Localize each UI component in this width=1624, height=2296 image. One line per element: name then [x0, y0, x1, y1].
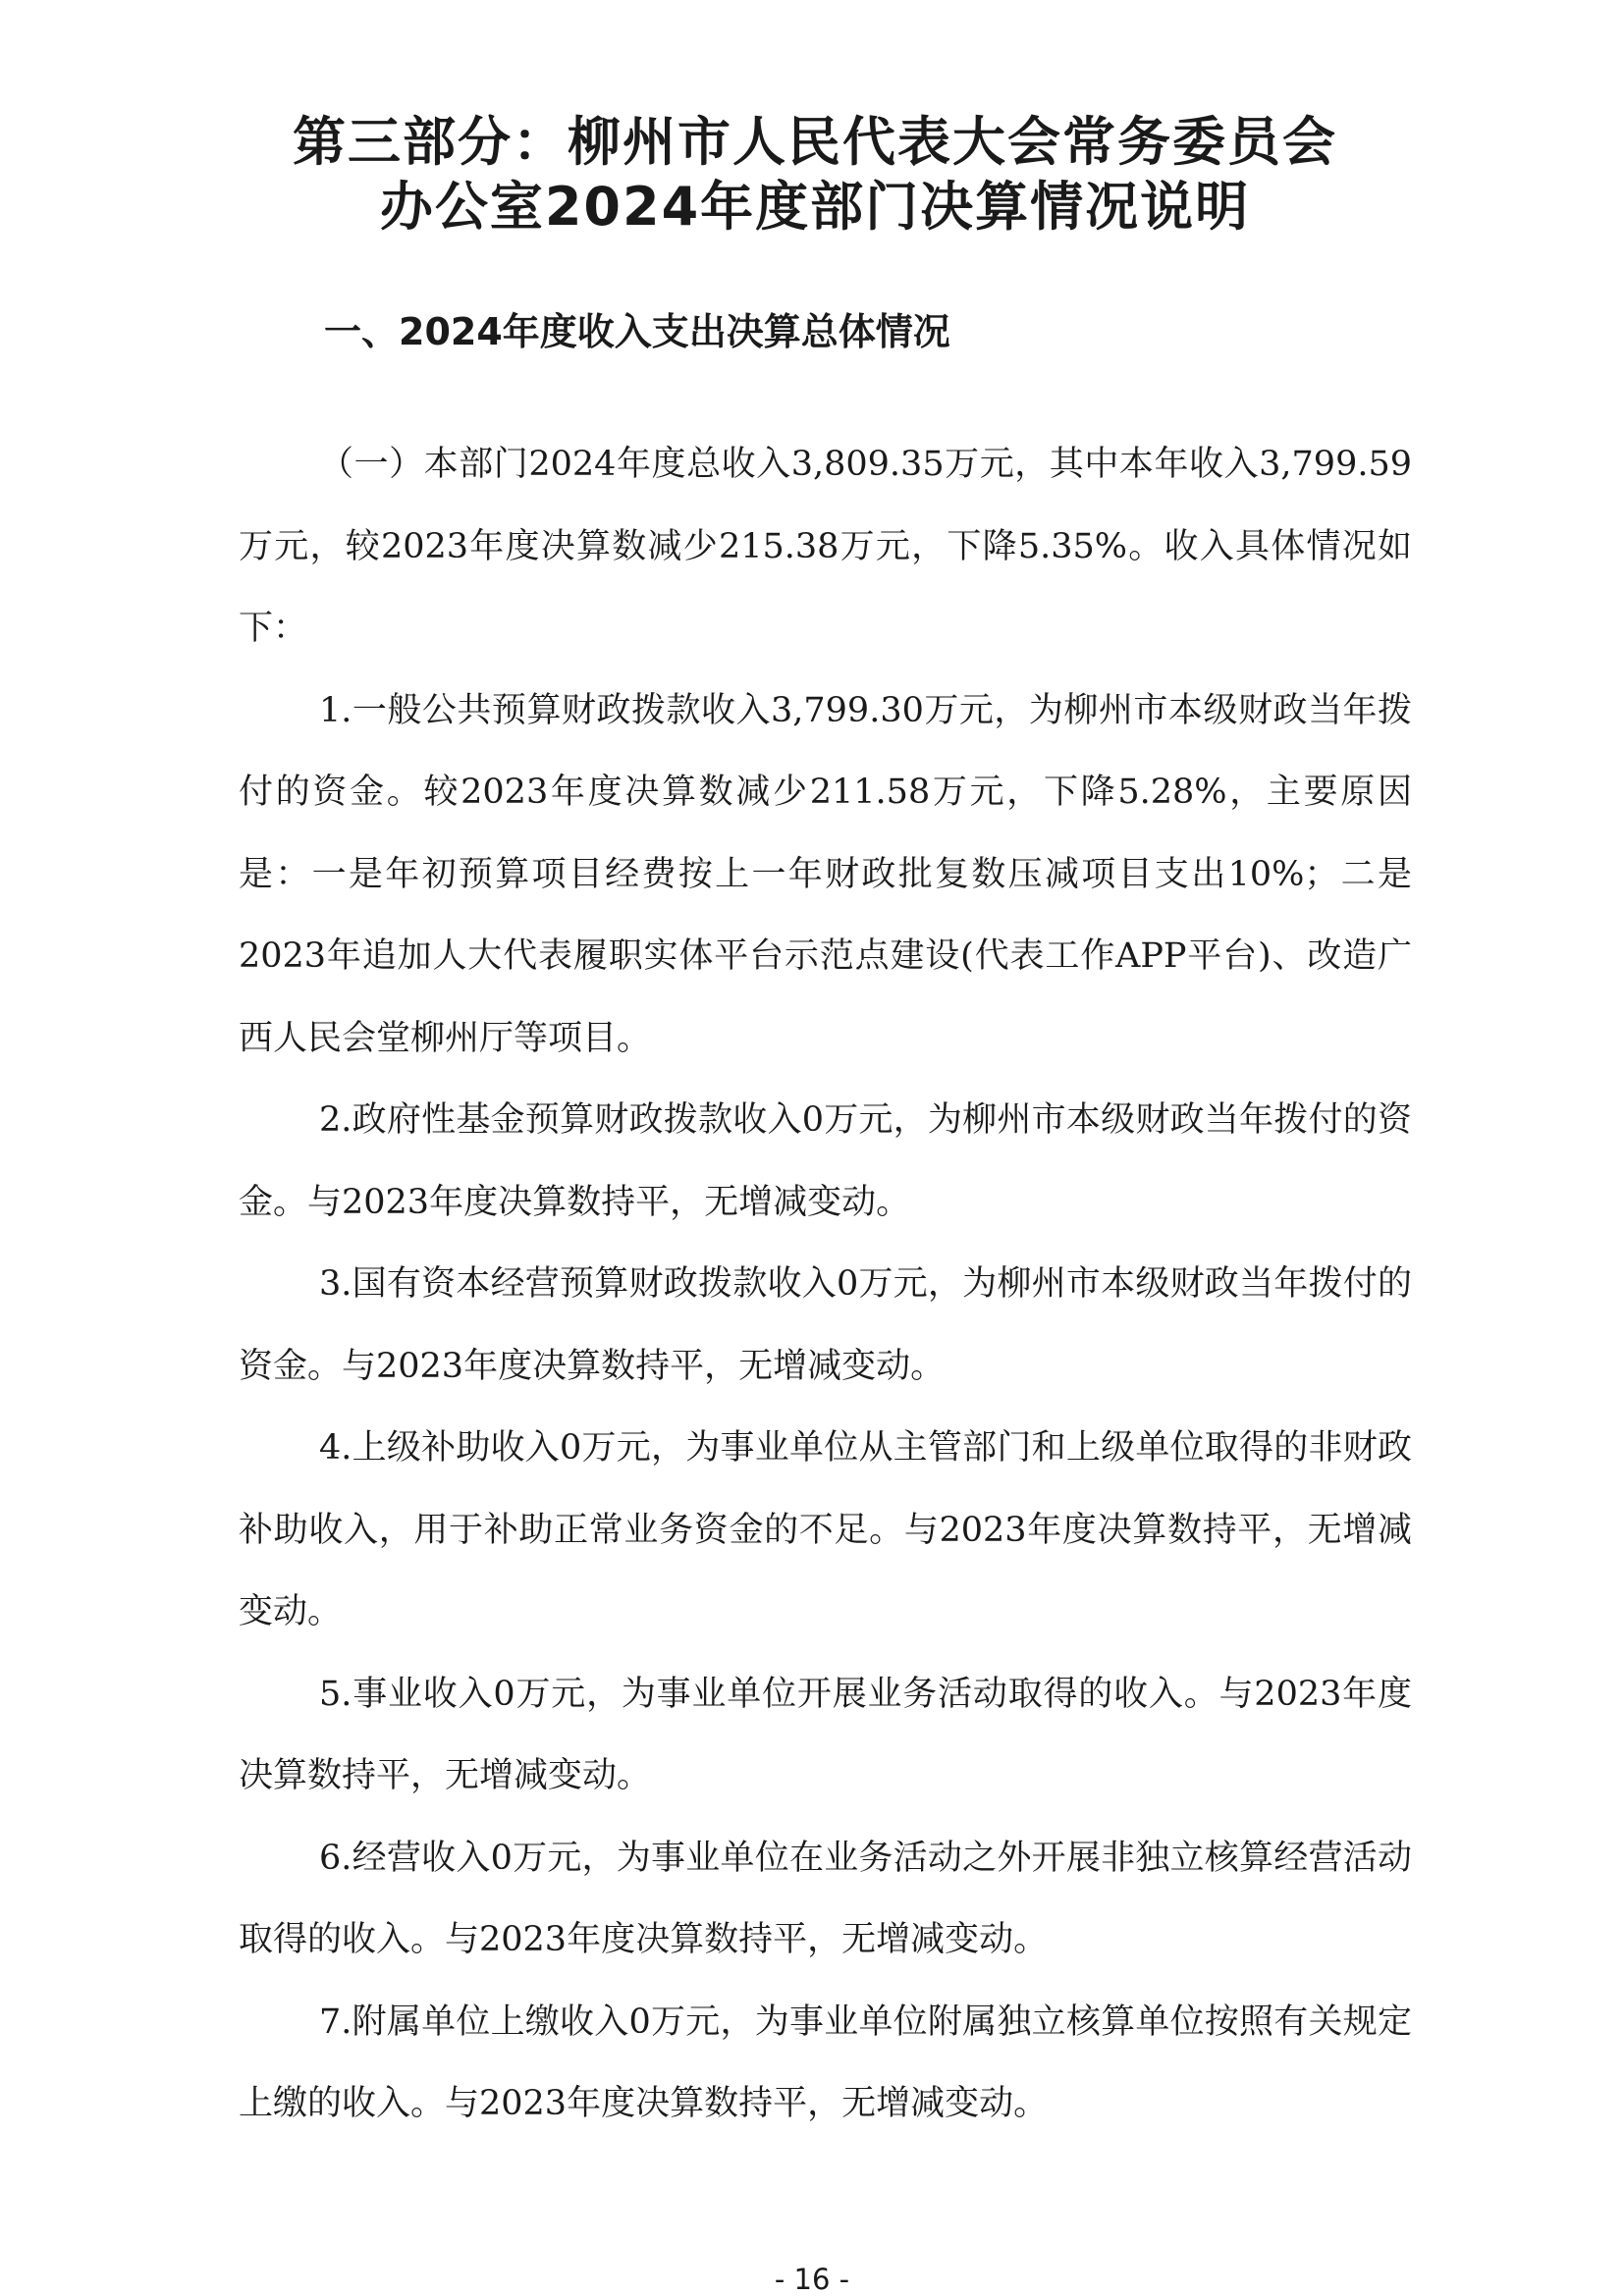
section-body — [239, 424, 1412, 2146]
paragraph-item-4: 4.上级补助收入0万元，为事业单位从主管部门和上级单位取得的非财政补助收入，用于补助正常业务资金的不足。与2023年度决算数持平，无增减变动。 — [239, 1428, 1412, 1631]
page-title-line-2: 办公室2024年度部门决算情况说明 — [379, 176, 1251, 238]
paragraph-intro: （一）本部门2024年度总收入3,809.35万元，其中本年收入3,799.59万元，较2023年度决算数减少215.38万元，下降5.35%。收入具体情况如下： — [239, 445, 1412, 648]
paragraph-item-6: 6.经营收入0万元，为事业单位在业务活动之外开展非独立核算经营活动取得的收入。与2023年度决算数持平，无增减变动。 — [239, 1838, 1412, 1959]
paragraph-item-2: 2.政府性基金预算财政拨款收入0万元，为柳州市本级财政当年拨付的资金。与2023年度决算数持平，无增减变动。 — [239, 1100, 1412, 1222]
paragraph-item-5: 5.事业收入0万元，为事业单位开展业务活动取得的收入。与2023年度决算数持平，无增减变动。 — [239, 1674, 1412, 1795]
paragraph-item-1: 1.一般公共预算财政拨款收入3,799.30万元，为柳州市本级财政当年拨付的资金。较2023年度决算数减少211.58万元，下降5.28%，主要原因是：一是年初预算项目经费按上一年财政批复数压减项目支出10%；二是2023年追加人大代表履职实体平台示范点建设(代表工作APP平台)、改造广西人民会堂柳州厅等项目。 — [239, 690, 1412, 1058]
page-title-line-1: 第三部分：柳州市人民代表大会常务委员会 — [293, 111, 1337, 173]
paragraph-item-7: 7.附属单位上缴收入0万元，为事业单位附属独立核算单位按照有关规定上缴的收入。与2023年度决算数持平，无增减变动。 — [239, 2002, 1412, 2123]
page-title — [226, 110, 1404, 240]
section-heading: 一、2024年度收入支出决算总体情况 — [324, 310, 950, 353]
paragraph-item-3: 3.国有资本经营预算财政拨款收入0万元，为柳州市本级财政当年拨付的资金。与2023年度决算数持平，无增减变动。 — [239, 1264, 1412, 1386]
page-number: - 16 - — [774, 2263, 850, 2296]
